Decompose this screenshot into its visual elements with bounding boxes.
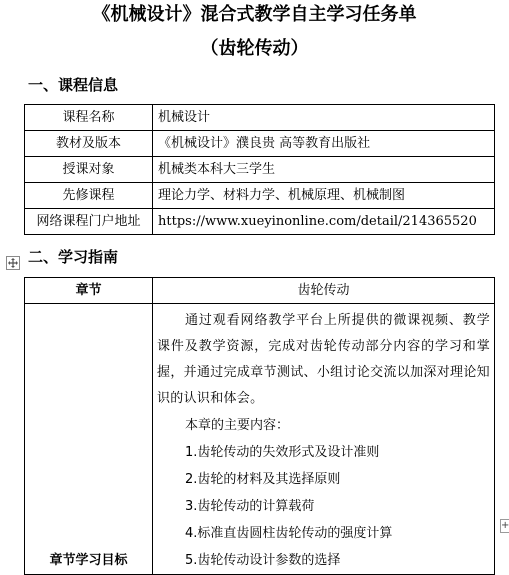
plus-icon: + — [501, 520, 509, 531]
course-name-label: 课程名称 — [25, 105, 153, 131]
prerequisites-value[interactable]: 理论力学、材料力学、机械原理、机械制图 — [153, 183, 495, 209]
list-item: 5.齿轮传动设计参数的选择 — [185, 553, 341, 568]
prerequisites-label: 先修课程 — [25, 183, 153, 209]
course-info-table — [24, 104, 495, 235]
goals-intro-paragraph: 通过观看网络教学平台上所提供的微课视频、教学课件及教学资源，完成对齿轮传动部分内容的学习和掌握，并通过完成章节测试、小组讨论交流以加深对理论知识的认识和体会。 — [157, 313, 490, 406]
list-item: 4.标准直齿圆柱齿轮传动的强度计算 — [185, 526, 393, 541]
chapter-header-label: 章节 — [25, 278, 153, 304]
course-name-value[interactable]: 机械设计 — [153, 105, 495, 131]
chapter-goals-label: 章节学习目标 — [25, 304, 153, 575]
table-row — [25, 157, 495, 183]
portal-url-label: 网络课程门户地址 — [25, 209, 153, 235]
list-item: 3.齿轮传动的计算载荷 — [185, 499, 315, 514]
textbook-label: 教材及版本 — [25, 131, 153, 157]
chapter-header-value[interactable]: 齿轮传动 — [153, 278, 495, 304]
textbook-value[interactable]: 《机械设计》濮良贵 高等教育出版社 — [153, 131, 495, 157]
table-row — [25, 304, 495, 575]
table-row — [25, 209, 495, 235]
audience-value[interactable]: 机械类本科大三学生 — [153, 157, 495, 183]
document-subtitle: （齿轮传动） — [200, 38, 309, 59]
table-row — [25, 278, 495, 304]
table-row — [25, 183, 495, 209]
section-study-guide-heading: 二、学习指南 — [28, 248, 119, 266]
table-resize-handle[interactable] — [500, 519, 509, 533]
list-item: 1.齿轮传动的失效形式及设计准则 — [185, 445, 380, 460]
chapter-goals-content[interactable] — [153, 304, 495, 575]
table-row — [25, 105, 495, 131]
portal-url-value[interactable]: https://www.xueyinonline.com/detail/214365520 — [153, 209, 495, 235]
table-move-handle[interactable] — [6, 256, 20, 270]
section-course-info-heading: 一、课程信息 — [28, 76, 119, 94]
main-content-label: 本章的主要内容： — [185, 418, 290, 433]
document-title: 《机械设计》混合式教学自主学习任务单 — [92, 4, 417, 25]
list-item: 2.齿轮的材料及其选择原则 — [185, 472, 341, 487]
audience-label: 授课对象 — [25, 157, 153, 183]
table-row — [25, 131, 495, 157]
study-guide-table — [24, 277, 495, 575]
